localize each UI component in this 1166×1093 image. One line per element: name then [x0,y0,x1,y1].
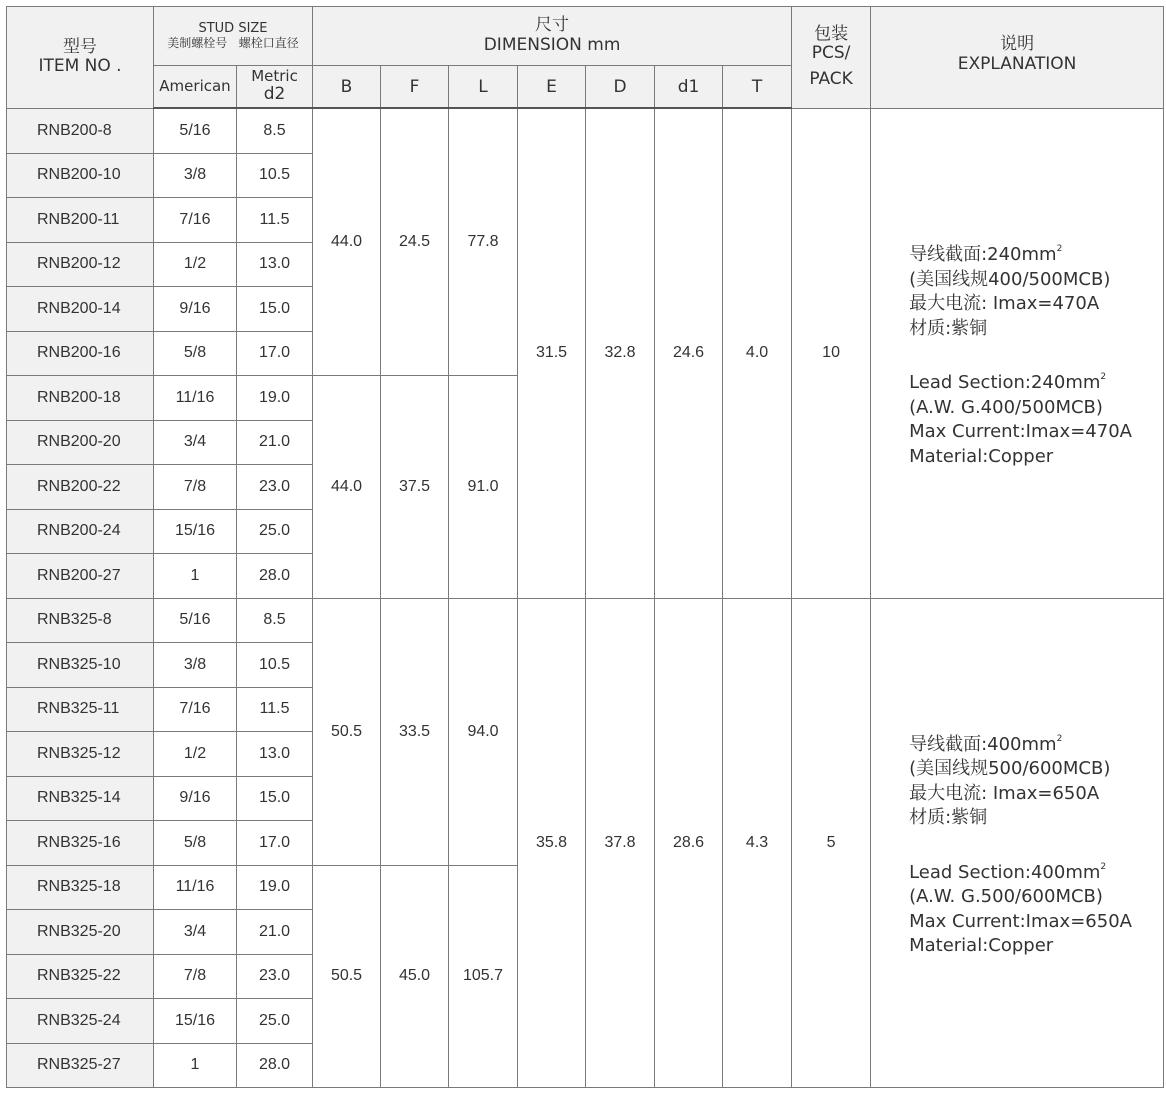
table-row [7,598,1164,643]
american-size-cell: 3/4 [154,910,237,955]
header-col-f [381,66,449,109]
dim-d1-cell: 24.6 [655,108,723,598]
dim-d-cell: 37.8 [586,598,655,1088]
header-stud-cn-american: 美制螺栓号 [167,35,228,50]
expl-cn-current [909,782,1163,807]
item-no-cell: RNB325-24 [7,999,154,1044]
header-col-t [723,66,792,109]
expl-cn-section [909,727,1163,758]
american-size-cell: 11/16 [154,865,237,910]
item-no-cell: RNB200-8 [7,108,154,153]
header-col-e [518,66,586,109]
header-expl-cn: 说明 [1000,34,1035,54]
expl-cn-awg-text: (美国线规500/600MCB) [909,758,1111,780]
item-no-cell: RNB200-24 [7,509,154,554]
metric-d2-cell: 21.0 [237,910,313,955]
dim-d1-cell: 28.6 [655,598,723,1088]
metric-d2-cell: 8.5 [237,108,313,153]
metric-d2-cell: 21.0 [237,420,313,465]
header-american-label: American [159,76,231,95]
dim-e-cell: 31.5 [518,108,586,598]
item-no-cell: RNB325-11 [7,687,154,732]
metric-d2-cell: 17.0 [237,821,313,866]
american-size-cell: 5/8 [154,331,237,376]
american-size-cell: 7/16 [154,198,237,243]
expl-cn-current [909,292,1163,317]
header-col-t-label: T [751,76,763,97]
metric-d2-cell: 25.0 [237,509,313,554]
expl-cn-material-text: 材质:紫铜 [909,807,988,829]
dim-d-cell: 32.8 [586,108,655,598]
dim-b-cell: 44.0 [313,108,381,376]
header-pack [792,7,871,109]
american-size-cell: 9/16 [154,776,237,821]
item-no-cell: RNB325-27 [7,1043,154,1088]
superscript-two: 2 [1100,372,1107,382]
metric-d2-cell: 17.0 [237,331,313,376]
expl-spacer [909,831,1163,855]
expl-en-current [909,420,1163,445]
header-col-b-label: B [340,76,353,97]
item-no-cell: RNB325-12 [7,732,154,777]
dim-l-cell: 94.0 [449,598,518,865]
item-no-cell: RNB200-11 [7,198,154,243]
metric-d2-cell: 13.0 [237,732,313,777]
expl-en-awg-text: (A.W. G.500/600MCB) [909,886,1103,908]
american-size-cell: 9/16 [154,287,237,332]
american-size-cell: 3/8 [154,643,237,688]
american-size-cell: 1/2 [154,242,237,287]
header-stud-cn [154,37,312,51]
american-size-cell: 7/8 [154,954,237,999]
metric-d2-cell: 13.0 [237,242,313,287]
header-pack-en1: PCS/ [811,43,851,64]
header-stud-en: STUD SIZE [198,20,268,36]
header-col-l-label: L [478,76,488,97]
american-size-cell: 5/16 [154,108,237,153]
american-size-cell: 15/16 [154,999,237,1044]
american-size-cell: 5/16 [154,598,237,643]
metric-d2-cell: 25.0 [237,999,313,1044]
explanation-cell [871,108,1164,598]
dim-b-cell: 50.5 [313,598,381,865]
expl-en-section-text: Lead Section:240mm [909,372,1101,393]
american-size-cell: 1 [154,554,237,599]
metric-d2-cell: 28.0 [237,554,313,599]
item-no-cell: RNB325-10 [7,643,154,688]
dim-f-cell: 33.5 [381,598,449,865]
american-size-cell: 7/8 [154,465,237,510]
american-size-cell: 3/8 [154,153,237,198]
dim-l-cell: 77.8 [449,108,518,376]
expl-cn-section [909,237,1163,268]
american-size-cell: 3/4 [154,420,237,465]
dim-l-cell: 91.0 [449,376,518,599]
header-item-cn: 型号 [63,36,97,57]
header-stud-size [154,7,313,66]
spec-table [6,6,1164,1088]
metric-d2-cell: 19.0 [237,865,313,910]
metric-d2-cell: 28.0 [237,1043,313,1088]
expl-cn-current-text: 最大电流: Imax=650A [909,782,1100,804]
header-col-l [449,66,518,109]
item-no-cell: RNB200-27 [7,554,154,599]
superscript-two: 2 [1056,244,1063,254]
item-no-cell: RNB200-16 [7,331,154,376]
american-size-cell: 1/2 [154,732,237,777]
item-no-cell: RNB200-22 [7,465,154,510]
expl-cn-material [909,806,1163,831]
expl-en-section [909,365,1163,396]
header-metric [237,66,313,109]
expl-en-current-text: Max Current:Imax=470A [909,421,1132,442]
header-explanation [871,7,1164,109]
table-body [7,108,1164,1088]
header-col-e-label: E [546,76,557,97]
item-no-cell: RNB325-14 [7,776,154,821]
pack-qty-cell: 10 [792,108,871,598]
item-no-cell: RNB200-20 [7,420,154,465]
metric-d2-cell: 15.0 [237,776,313,821]
explanation-cell [871,598,1164,1088]
dim-t-cell: 4.3 [723,598,792,1088]
metric-d2-cell: 23.0 [237,954,313,999]
dim-f-cell: 37.5 [381,376,449,599]
header-item-en: ITEM NO . [38,56,122,77]
header-dim-en: DIMENSION mm [483,35,621,55]
american-size-cell: 5/8 [154,821,237,866]
table-header [7,7,1164,109]
expl-spacer [909,341,1163,365]
expl-cn-section-text: 导线截面:400mm [909,733,1057,755]
header-american [154,66,237,109]
header-pack-en2: PACK [809,69,853,90]
expl-en-section [909,855,1163,886]
expl-en-material [909,934,1163,959]
item-no-cell: RNB325-20 [7,910,154,955]
expl-en-awg-text: (A.W. G.400/500MCB) [909,396,1103,418]
expl-cn-section-text: 导线截面:240mm [909,244,1057,265]
item-no-cell: RNB325-8 [7,598,154,643]
expl-cn-awg [909,268,1163,293]
american-size-cell: 1 [154,1043,237,1088]
header-item-no [7,7,154,109]
metric-d2-cell: 10.5 [237,153,313,198]
header-col-d [586,66,655,109]
header-dimension [313,7,792,66]
item-no-cell: RNB200-10 [7,153,154,198]
american-size-cell: 11/16 [154,376,237,421]
table-row [7,108,1164,153]
dim-b-cell: 50.5 [313,865,381,1088]
dim-l-cell: 105.7 [449,865,518,1088]
superscript-two: 2 [1056,733,1063,744]
header-col-d-label: D [613,76,627,97]
item-no-cell: RNB325-16 [7,821,154,866]
metric-d2-cell: 11.5 [237,687,313,732]
pack-qty-cell: 5 [792,598,871,1088]
header-metric-line2: d2 [263,84,286,105]
header-metric-line1: Metric [251,67,298,86]
dim-b-cell: 44.0 [313,376,381,599]
superscript-two: 2 [1100,861,1107,872]
metric-d2-cell: 15.0 [237,287,313,332]
expl-en-material [909,445,1163,470]
metric-d2-cell: 11.5 [237,198,313,243]
expl-en-material-text: Material:Copper [909,935,1054,957]
metric-d2-cell: 19.0 [237,376,313,421]
expl-en-material-text: Material:Copper [909,445,1054,467]
header-pack-cn: 包装 [814,23,849,44]
header-stud-cn-metric: 螺栓口直径 [238,35,299,50]
header-col-b [313,66,381,109]
expl-cn-awg-text: (美国线规400/500MCB) [909,268,1111,290]
american-size-cell: 7/16 [154,687,237,732]
metric-d2-cell: 8.5 [237,598,313,643]
dim-e-cell: 35.8 [518,598,586,1088]
expl-cn-material-text: 材质:紫铜 [909,317,988,339]
dim-f-cell: 45.0 [381,865,449,1088]
metric-d2-cell: 23.0 [237,465,313,510]
expl-cn-material [909,317,1163,342]
expl-cn-current-text: 最大电流: Imax=470A [909,293,1100,314]
metric-d2-cell: 10.5 [237,643,313,688]
item-no-cell: RNB325-22 [7,954,154,999]
american-size-cell: 15/16 [154,509,237,554]
header-col-d1-label: d1 [677,76,700,97]
header-col-f-label: F [409,76,420,97]
header-dim-cn: 尺寸 [535,15,570,36]
item-no-cell: RNB325-18 [7,865,154,910]
expl-en-awg [909,396,1163,421]
item-no-cell: RNB200-12 [7,242,154,287]
item-no-cell: RNB200-14 [7,287,154,332]
expl-en-current [909,910,1163,935]
item-no-cell: RNB200-18 [7,376,154,421]
expl-en-awg [909,885,1163,910]
spec-table-wrapper [6,6,1164,1088]
header-col-d1 [655,66,723,109]
dim-t-cell: 4.0 [723,108,792,598]
expl-en-current-text: Max Current:Imax=650A [909,910,1132,932]
dim-f-cell: 24.5 [381,108,449,376]
header-expl-en: EXPLANATION [957,53,1077,74]
expl-cn-awg [909,757,1163,782]
expl-en-section-text: Lead Section:400mm [909,861,1101,883]
